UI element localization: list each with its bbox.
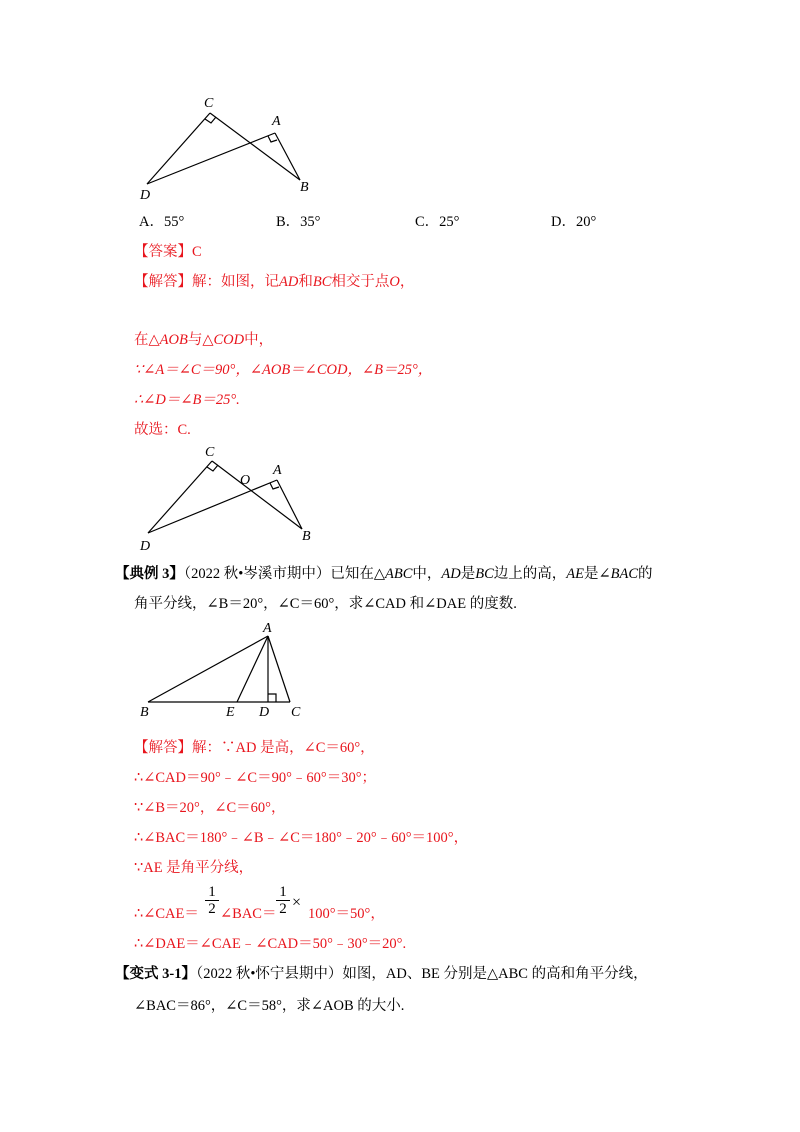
example-3-tag: 【典例 3】: [115, 566, 184, 582]
point-o: O: [389, 274, 400, 290]
tri-text-c: 中，: [244, 332, 274, 348]
solution-3-line-6a: ∴∠CAE＝: [134, 906, 199, 922]
seg-ad: AD: [279, 274, 299, 290]
solution-3-line-3: ∵∠B＝20°，∠C＝60°，: [134, 800, 286, 816]
choice-a: A．55°: [139, 214, 185, 230]
variant-3-1-line-1: [115, 964, 648, 984]
fig2-label-d: D: [140, 539, 151, 554]
variant-3-1-tag: 【变式 3-1】: [115, 966, 196, 982]
text-t1: 中，: [412, 566, 442, 582]
fig3-label-b: B: [140, 705, 149, 720]
solution-1-conclusion: ∴∠D＝∠B＝25°.: [134, 392, 240, 408]
fig1-label-c: C: [204, 96, 214, 111]
choice-b: B．35°: [276, 214, 321, 230]
tri-cod: COD: [213, 332, 245, 348]
example-3-source: （2022 秋•岑溪市期中）已知在△: [183, 566, 385, 582]
answer-value: C: [192, 244, 202, 260]
fig1-label-a: A: [272, 114, 281, 129]
seg-bc: BC: [312, 274, 332, 290]
fig2-label-o: O: [240, 473, 251, 488]
answer-label: 【答案】: [134, 244, 192, 260]
text-t2: 是: [460, 566, 476, 582]
seg-ae: AE: [566, 566, 584, 582]
word-and: 和: [298, 274, 313, 290]
variant-3-1-line-2: ∠BAC＝86°，∠C＝58°，求∠AOB 的大小.: [134, 998, 405, 1014]
tri-text-b: 与△: [187, 332, 214, 348]
fig2-label-c: C: [205, 445, 215, 460]
solution-3-line-4: ∴∠BAC＝180°﹣∠B﹣∠C＝180°﹣20°﹣60°＝100°，: [134, 830, 469, 846]
fraction-2-num: 1: [279, 884, 287, 900]
fig3-label-e: E: [226, 705, 235, 720]
text-t3: 边上的高，: [493, 566, 567, 582]
solution-3-line-7: ∴∠DAE＝∠CAE﹣∠CAD＝50°﹣30°＝20°.: [134, 936, 407, 952]
solution-3-line-5: ∵AE 是角平分线，: [134, 860, 254, 876]
word-intersect: 相交于点: [331, 274, 390, 290]
angle-bac: BAC: [610, 566, 639, 582]
times-sign: ×: [292, 894, 302, 911]
solution-3-line-6b: ∠BAC＝: [220, 906, 277, 922]
solution-3-label: 【解答】: [134, 740, 192, 756]
solution-3-line-1: [134, 738, 375, 758]
fraction-1-den: 2: [208, 901, 216, 917]
fig2-label-a: A: [273, 463, 282, 478]
solution-3-l1: 解：∵AD 是高，∠C＝60°，: [192, 740, 375, 756]
fig3-label-a: A: [263, 621, 272, 636]
tri-aob: AOB: [159, 332, 188, 348]
fraction-1: [205, 884, 219, 917]
choice-c: C．25°: [415, 214, 460, 230]
fig1-label-b: B: [300, 180, 309, 195]
choice-d: D．20°: [551, 214, 597, 230]
fig3-label-c: C: [291, 705, 301, 720]
solution-1-given: ∵∠A＝∠C＝90°，∠AOB＝∠COD，∠B＝25°，: [134, 362, 433, 378]
solution-1-choice: 故选：C.: [134, 422, 191, 438]
text-t4: 是∠: [583, 566, 611, 582]
seg-bc: BC: [475, 566, 494, 582]
text-t5: 的: [638, 566, 653, 582]
comma: ，: [399, 274, 415, 290]
fraction-2: [276, 884, 290, 917]
fig2-label-b: B: [302, 529, 311, 544]
solution-3-line-2: ∴∠CAD＝90°﹣∠C＝90°﹣60°＝30°；: [134, 770, 377, 786]
fraction-2-den: 2: [279, 901, 287, 917]
variant-3-1-l1: （2022 秋•怀宁县期中）如图，AD、BE 分别是△ABC 的高和角平分线，: [195, 966, 648, 982]
fig1-label-d: D: [140, 188, 151, 203]
fig3-label-d: D: [259, 705, 270, 720]
seg-ad: AD: [441, 566, 461, 582]
tri-text-a: 在△: [134, 332, 160, 348]
solution-1-intro: 解：如图，记: [192, 274, 279, 290]
solution-3-line-6d: 100°＝50°，: [308, 906, 385, 922]
tri-abc: ABC: [384, 566, 413, 582]
solution-1-label: 【解答】: [134, 274, 192, 290]
fraction-1-num: 1: [208, 884, 216, 900]
example-3-line-2: 角平分线，∠B＝20°，∠C＝60°，求∠CAD 和∠DAE 的度数.: [134, 596, 517, 612]
